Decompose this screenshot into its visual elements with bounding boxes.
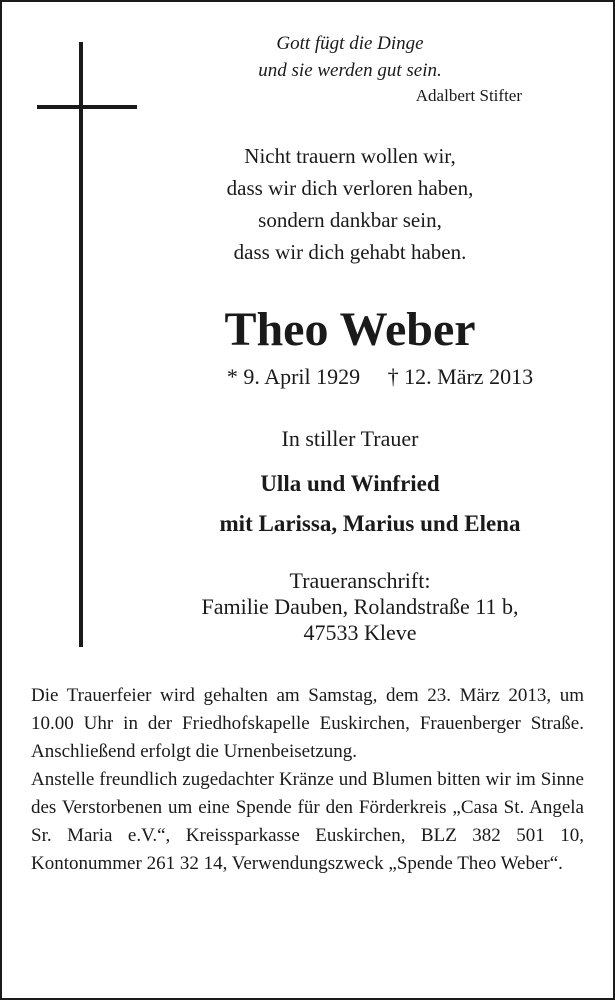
verse-line: dass wir dich gehabt haben. bbox=[233, 240, 467, 264]
mourning-intro: In stiller Trauer bbox=[281, 426, 419, 451]
address-label: Traueranschrift: bbox=[289, 568, 431, 593]
epigraph-line-2: und sie werden gut sein. bbox=[258, 60, 442, 81]
cross-icon-vertical bbox=[79, 42, 83, 647]
notice-body bbox=[31, 682, 584, 878]
verse-line: sondern dankbar sein, bbox=[258, 208, 442, 232]
donation-notice: Anstelle freundlich zugedachter Kränze und Blumen bitten wir im Sinne des Verstorbenen um eine Spende für den Förderkreis „Casa St. Angela Sr. Maria e.V.“, Kreissparkasse Euskirchen, BLZ 382 501 10, Kontonummer 261 32 14, Verwendungszweck „Spende Theo Weber“. bbox=[31, 769, 584, 874]
address-line-2: 47533 Kleve bbox=[303, 620, 417, 645]
verse bbox=[180, 140, 520, 268]
deceased-name: Theo Weber bbox=[224, 303, 476, 356]
life-dates: * 9. April 1929 † 12. März 2013 bbox=[226, 364, 534, 389]
cross-icon-horizontal bbox=[37, 105, 137, 109]
mourning-address bbox=[180, 568, 540, 646]
epigraph bbox=[180, 30, 520, 84]
verse-line: Nicht trauern wollen wir, bbox=[244, 144, 456, 168]
family-line-2: mit Larissa, Marius und Elena bbox=[219, 511, 521, 536]
epigraph-line-1: Gott fügt die Dinge bbox=[276, 33, 424, 54]
address-line-1: Familie Dauben, Rolandstraße 11 b, bbox=[201, 594, 519, 619]
funeral-notice: Die Trauerfeier wird gehalten am Samstag, dem 23. März 2013, um 10.00 Uhr in der Friedhofskapelle Euskirchen, Frauenberger Straße. Anschließend erfolgt die Urnenbeisetzung. bbox=[31, 685, 584, 762]
family-line-1: Ulla und Winfried bbox=[260, 471, 440, 496]
verse-line: dass wir dich verloren haben, bbox=[226, 176, 474, 200]
epigraph-author: Adalbert Stifter bbox=[415, 86, 522, 105]
